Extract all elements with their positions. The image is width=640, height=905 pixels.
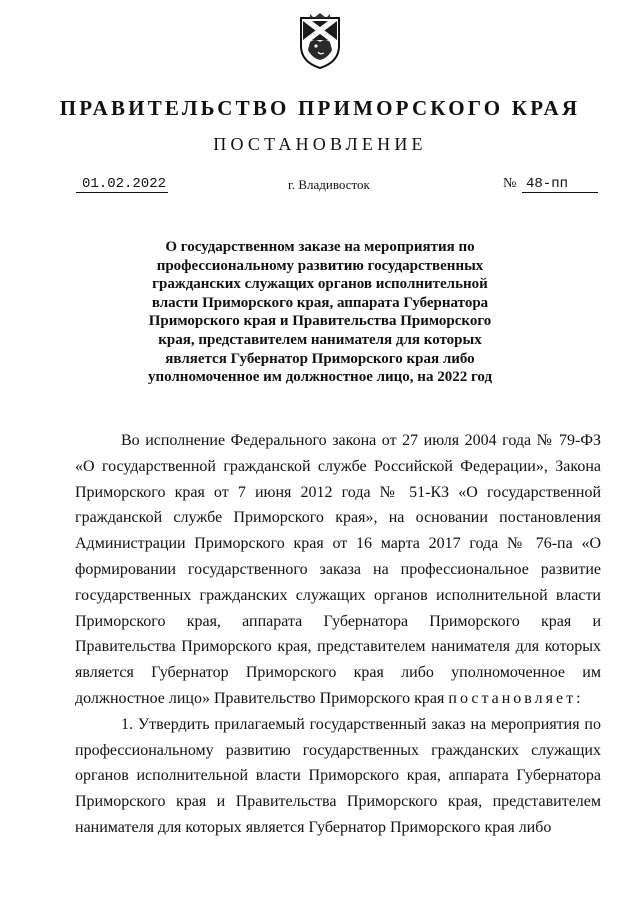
document-body [75, 428, 601, 841]
document-type: ПОСТАНОВЛЕНИЕ [213, 134, 427, 154]
body-paragraph [75, 428, 601, 712]
number-sign: № [503, 176, 517, 191]
document-date: 01.02.2022 [76, 176, 168, 193]
body-paragraph: 1. Утвердить прилагаемый государственный заказ на мероприятия по профессиональному развитию государственных гражданских служащих органов исполнительной власти Приморского края, аппарата Губернатора Приморского края и Правительства Приморского края, представителем нанимателя для которых является Губернатор Приморского края либо [75, 715, 601, 836]
document-number: 48-пп [522, 176, 598, 193]
government-title: ПРАВИТЕЛЬСТВО ПРИМОРСКОГО КРАЯ [59, 96, 581, 120]
coat-of-arms-emblem [298, 12, 342, 70]
decree-word: постановляет: [448, 689, 584, 707]
preamble-text: Во исполнение Федерального закона от 27 июля 2004 года № 79-ФЗ «О государственной гражданской службе Российской Федерации», Закона Приморского края от 7 июня 2012 года № 51-КЗ «О государственной гражданской службе Приморского края», на основании постановления Администрации Приморского края от 16 марта 2017 года № 76-па «О формировании государственного заказа на профессиональное развитие государственных гражданских служащих органов исполнительной власти Приморского края, аппарата Губернатора Приморского края и Правительства Приморского края, представителем нанимателя для которых является Губернатор Приморского края либо уполномоченное им должностное лицо» Правительство Приморского края [75, 432, 601, 707]
document-subject: О государственном заказе на мероприятия по профессиональному развитию государственных гражданских служащих органов исполнительной власти Приморского края, аппарата Губернатора Приморского края и Правительства Приморского края, представителем нанимателя для которых является Губернатор Приморского края либо уполномоченное им должностное лицо, на 2022 год [147, 239, 493, 386]
document-city: г. Владивосток [288, 177, 370, 192]
document-meta-row [0, 172, 640, 196]
